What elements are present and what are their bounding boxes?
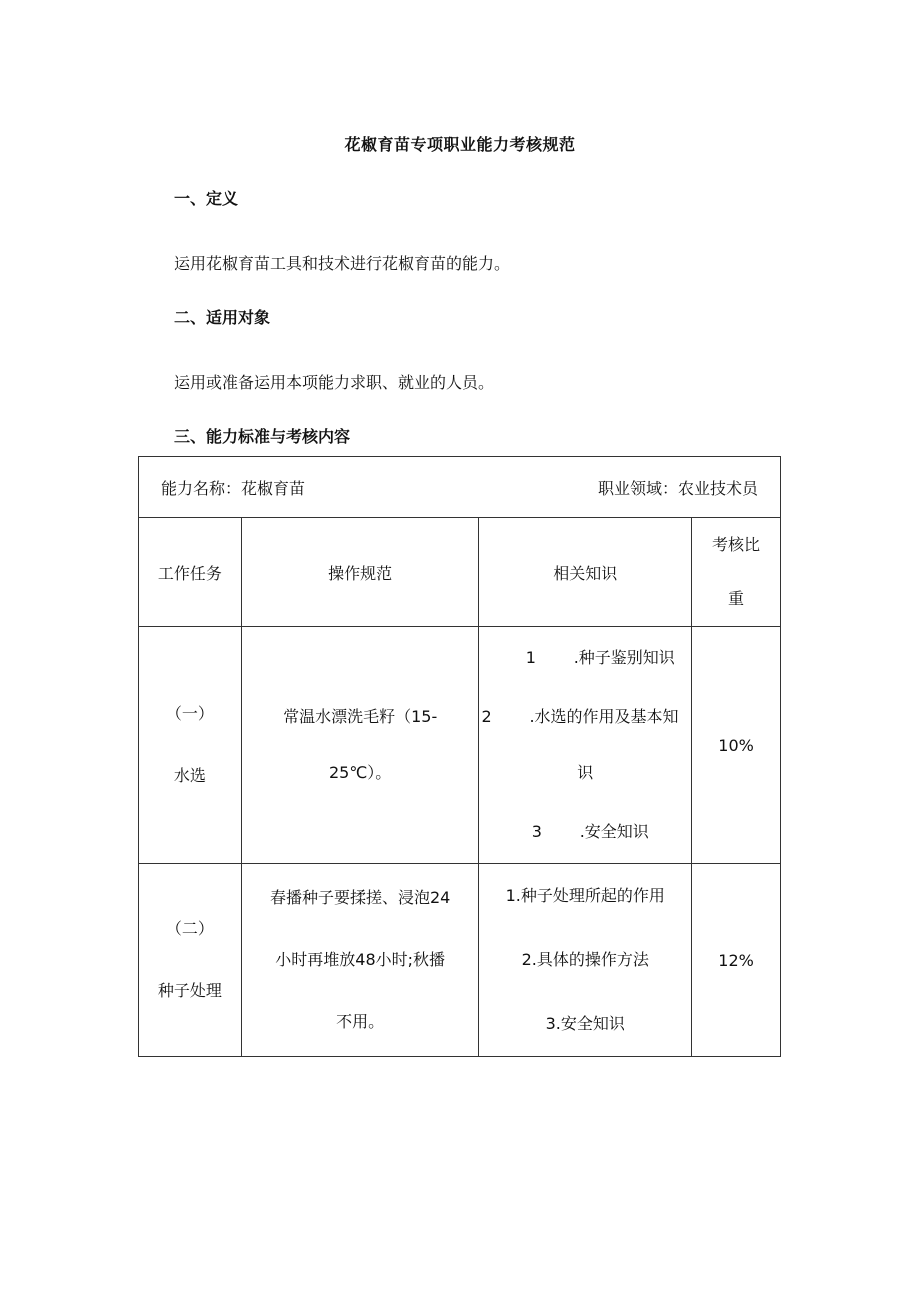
occupation-field: 职业领域：农业技术员 [597, 478, 758, 498]
knowledge-item-cont: 识 [577, 763, 594, 782]
knowledge-item [479, 689, 691, 745]
task-cell [139, 627, 242, 864]
ops-line: 常温水漂洗毛籽（15- [283, 707, 438, 726]
document-title: 花椒育苗专项职业能力考核规范 [344, 135, 576, 154]
knowledge-num: 1 [525, 648, 536, 667]
ops-line: 25℃）。 [328, 763, 392, 782]
header-knowledge: 相关知识 [479, 518, 692, 627]
header-weight-line1: 考核比 [712, 535, 761, 554]
task-number: （一） [165, 704, 214, 723]
section-text-definition: 运用花椒育苗工具和技术进行花椒育苗的能力。 [174, 254, 511, 273]
knowledge-cell [479, 864, 692, 1057]
task-name: 种子处理 [157, 981, 222, 1000]
ops-line: 不用。 [336, 1012, 385, 1031]
knowledge-text: .种子鉴别知识 [573, 648, 675, 667]
header-weight-line2: 重 [728, 589, 745, 608]
knowledge-text: .安全知识 [579, 822, 649, 841]
table-meta-row [139, 457, 781, 518]
header-ops: 操作规范 [241, 518, 479, 627]
task-name: 水选 [173, 766, 206, 785]
knowledge-num: 3 [531, 822, 542, 841]
knowledge-text: .水选的作用及基本知 [529, 707, 679, 726]
table-row [139, 864, 781, 1057]
knowledge-item [479, 801, 691, 863]
section-heading-target: 二、适用对象 [174, 308, 271, 327]
table-header-row [139, 518, 781, 627]
header-weight [692, 518, 781, 627]
knowledge-num: 2 [481, 707, 492, 726]
task-number: （二） [165, 919, 214, 938]
ops-line: 春播种子要揉搓、浸泡24 [269, 888, 451, 907]
section-heading-standard: 三、能力标准与考核内容 [174, 427, 351, 446]
ops-cell [241, 627, 479, 864]
header-task: 工作任务 [139, 518, 242, 627]
assessment-table [138, 456, 781, 1057]
ability-name: 能力名称：花椒育苗 [161, 478, 306, 498]
ops-cell [241, 864, 479, 1057]
knowledge-item: 1.种子处理所起的作用 [505, 886, 665, 905]
knowledge-cell [479, 627, 692, 864]
task-cell [139, 864, 242, 1057]
knowledge-item [479, 627, 691, 689]
section-heading-definition: 一、定义 [174, 189, 239, 208]
knowledge-item: 2.具体的操作方法 [521, 950, 649, 969]
ops-line: 小时再堆放48小时;秋播 [275, 950, 446, 969]
table-row [139, 627, 781, 864]
knowledge-item: 3.安全知识 [545, 1014, 625, 1033]
weight-cell: 12% [692, 864, 781, 1057]
weight-cell: 10% [692, 627, 781, 864]
section-text-target: 运用或准备运用本项能力求职、就业的人员。 [174, 373, 495, 392]
